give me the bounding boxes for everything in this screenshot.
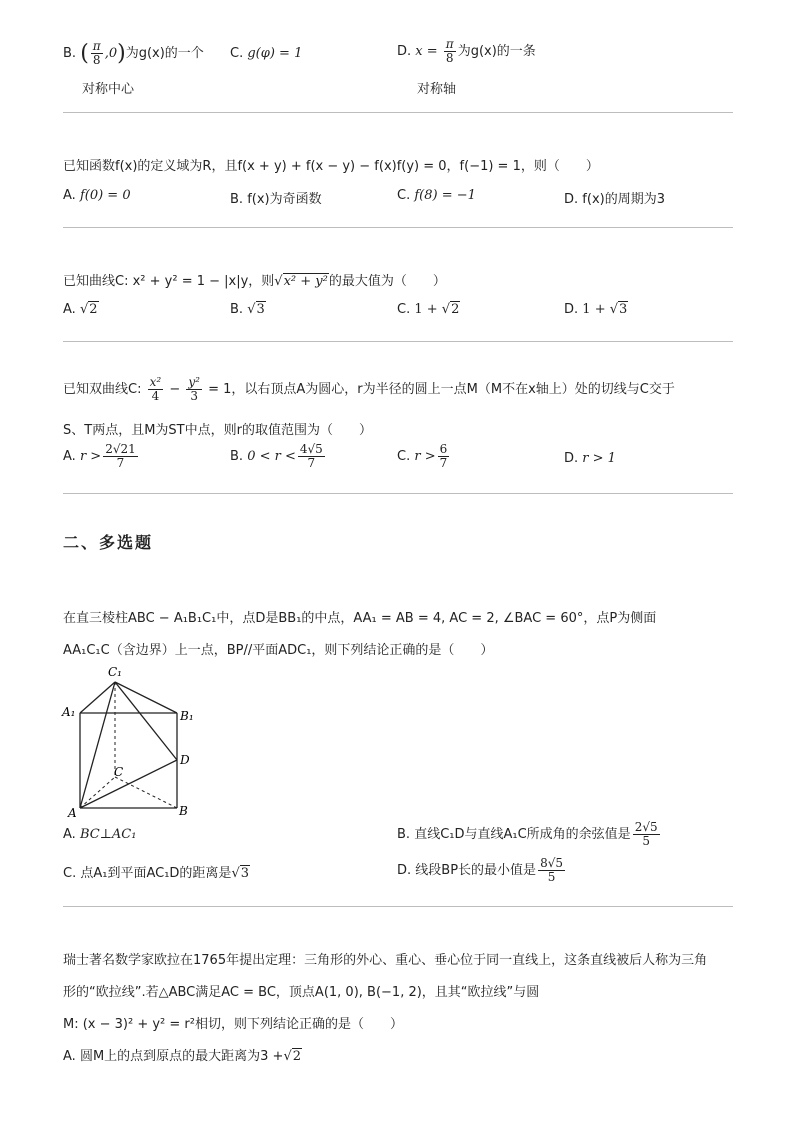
- option-label: C.: [63, 866, 77, 881]
- option-b[interactable]: [230, 443, 327, 470]
- math-text: x =: [415, 44, 438, 59]
- fraction: $\frac{\text{x²}}{4}$: [149, 375, 162, 403]
- question-stem-line3: M: (x − 3)² + y² = r²相切，则下列结论正确的是（ ）: [63, 1017, 403, 1032]
- option-text: 线段BP长的最小值是: [415, 863, 537, 878]
- option-text: f(8) = −1: [414, 188, 476, 203]
- sqrt: √3: [231, 866, 250, 881]
- option-text: f(x)的周期为3: [582, 192, 665, 207]
- divider: [63, 341, 733, 342]
- option-label: D.: [564, 451, 579, 466]
- fraction: $\frac{2√21}{7}$: [105, 442, 136, 470]
- question-stem: 已知函数f(x)的定义域为R，且f(x + y) + f(x − y) − f(x)f(y) = 0，f(−1) = 1，则（ ）: [63, 159, 599, 174]
- edge-ad: [80, 760, 177, 808]
- edge-bc: [115, 777, 177, 808]
- option-b[interactable]: [397, 821, 662, 848]
- divider: [63, 112, 733, 113]
- option-d[interactable]: [564, 451, 616, 466]
- option-text: 为g(x)的一个: [125, 46, 204, 61]
- math-text: 0 < r <: [247, 449, 296, 464]
- option-label: C.: [397, 449, 411, 464]
- fraction: $\frac{2√5}{5}$: [634, 820, 658, 848]
- fraction: $\frac{\pi}{8}$: [445, 37, 454, 65]
- edge-ac: [80, 777, 115, 808]
- option-b[interactable]: [230, 302, 266, 317]
- option-label: A.: [63, 449, 76, 464]
- option-text: g(φ) = 1: [247, 46, 303, 61]
- fraction: $\frac{4√5}{7}$: [299, 442, 323, 470]
- option-a[interactable]: [63, 443, 140, 470]
- fraction: $\frac{6}{7}$: [439, 442, 448, 470]
- option-text: r > 1: [582, 451, 616, 466]
- math-text: r >: [79, 449, 102, 464]
- math-text: ,0: [104, 46, 118, 61]
- label-b1: B₁: [180, 709, 194, 723]
- divider: [63, 906, 733, 907]
- option-a[interactable]: [63, 302, 99, 317]
- option-text: BC⊥AC₁: [79, 827, 137, 842]
- option-b[interactable]: [63, 40, 204, 67]
- question-stem-line2: 形的“欧拉线”.若△ABC满足AC = BC，顶点A(1, 0), B(−1, 2)，且其“欧拉线”与圆: [63, 985, 540, 1000]
- label-b: B: [179, 804, 188, 818]
- divider: [63, 493, 733, 494]
- math-text: r >: [414, 449, 436, 464]
- option-c[interactable]: [230, 46, 302, 61]
- question-stem: 在直三棱柱ABC − A₁B₁C₁中，点D是BB₁的中点，AA₁ = AB = 4, AC = 2, ∠BAC = 60°，点P为侧面: [63, 611, 657, 626]
- stem-text: = 1，以右顶点A为圆心，r为半径的圆上一点M（M不在x轴上）处的切线与C交于: [208, 382, 675, 397]
- option-c[interactable]: [397, 188, 476, 203]
- math-text: −: [169, 382, 181, 397]
- label-c: C: [114, 765, 124, 779]
- option-a[interactable]: [63, 827, 136, 842]
- prism-figure: [58, 660, 208, 820]
- option-label: D.: [397, 863, 412, 878]
- divider: [63, 227, 733, 228]
- fraction: $\frac{\text{y²}}{3}$: [188, 375, 200, 403]
- question-stem: 瑞士著名数学家欧拉在1765年提出定理：三角形的外心、重心、垂心位于同一直线上，这条直线被后人称为三角: [63, 953, 708, 968]
- option-label: A.: [63, 1049, 76, 1064]
- option-label: B.: [63, 46, 77, 61]
- option-label: D.: [564, 302, 579, 317]
- option-text: f(0) = 0: [79, 188, 131, 203]
- option-text: 圆M上的点到原点的最大距离为3 +: [79, 1049, 284, 1064]
- option-label: A.: [63, 188, 76, 203]
- fraction: $\frac{\pi}{8}$: [92, 39, 101, 67]
- option-label: B.: [230, 449, 244, 464]
- question-stem-line2: AA₁C₁C（含边界）上一点，BP//平面ADC₁，则下列结论正确的是（ ）: [63, 643, 494, 658]
- math-text: 1 +: [414, 302, 438, 317]
- option-c[interactable]: [397, 302, 460, 317]
- question-stem-line2: S、T两点，且M为ST中点，则r的取值范围为（ ）: [63, 423, 372, 438]
- section-title: 二、多选题: [63, 533, 154, 552]
- stem-text: 已知曲线C: x² + y² = 1 − |x|y，则: [63, 274, 275, 289]
- label-a1: A₁: [62, 705, 76, 719]
- sqrt: √3: [247, 302, 265, 317]
- edge-a1c1: [80, 682, 115, 713]
- option-label: D.: [397, 44, 412, 59]
- option-label: B.: [230, 192, 244, 207]
- option-b-line2: 对称中心: [82, 82, 135, 97]
- paren-left: (: [80, 41, 89, 66]
- option-a[interactable]: [63, 1045, 302, 1064]
- option-text: 直线C₁D与直线A₁C所成角的余弦值是: [414, 827, 631, 842]
- label-a: A: [68, 806, 77, 820]
- sqrt: √x² + y²: [274, 274, 328, 289]
- option-c[interactable]: [397, 443, 451, 470]
- fraction: $\frac{8√5}{5}$: [540, 856, 563, 884]
- option-label: A.: [63, 302, 76, 317]
- option-label: C.: [230, 46, 244, 61]
- edge-b1c1: [115, 682, 177, 713]
- option-d[interactable]: [564, 302, 628, 317]
- sqrt: √3: [609, 302, 628, 317]
- option-label: C.: [397, 302, 411, 317]
- sqrt: √2: [441, 302, 460, 317]
- label-c1: C₁: [108, 665, 122, 679]
- question-stem: [63, 376, 675, 403]
- edge-ac1: [80, 682, 115, 808]
- option-d[interactable]: [397, 857, 567, 884]
- question-stem: [63, 270, 446, 289]
- option-label: B.: [397, 827, 411, 842]
- option-text: 为g(x)的一条: [457, 44, 536, 59]
- edge-c1d: [115, 682, 177, 760]
- stem-text: 的最大值为（ ）: [328, 274, 446, 289]
- option-d[interactable]: [564, 188, 665, 207]
- sqrt: √2: [283, 1049, 302, 1064]
- math-text: 1 +: [582, 302, 606, 317]
- option-d[interactable]: [397, 38, 536, 65]
- option-label: A.: [63, 827, 76, 842]
- option-c[interactable]: [63, 862, 250, 881]
- option-text: 点A₁到平面AC₁D的距离是: [80, 866, 232, 881]
- label-d: D: [180, 753, 190, 767]
- stem-text: 已知双曲线C:: [63, 382, 142, 397]
- option-label: D.: [564, 192, 579, 207]
- sqrt: √2: [79, 302, 98, 317]
- option-text: f(x)为奇函数: [247, 192, 322, 207]
- option-b[interactable]: [230, 188, 322, 207]
- paren-right: ): [117, 41, 126, 66]
- option-d-line2: 对称轴: [417, 82, 457, 97]
- option-a[interactable]: [63, 188, 131, 203]
- option-label: C.: [397, 188, 411, 203]
- option-label: B.: [230, 302, 244, 317]
